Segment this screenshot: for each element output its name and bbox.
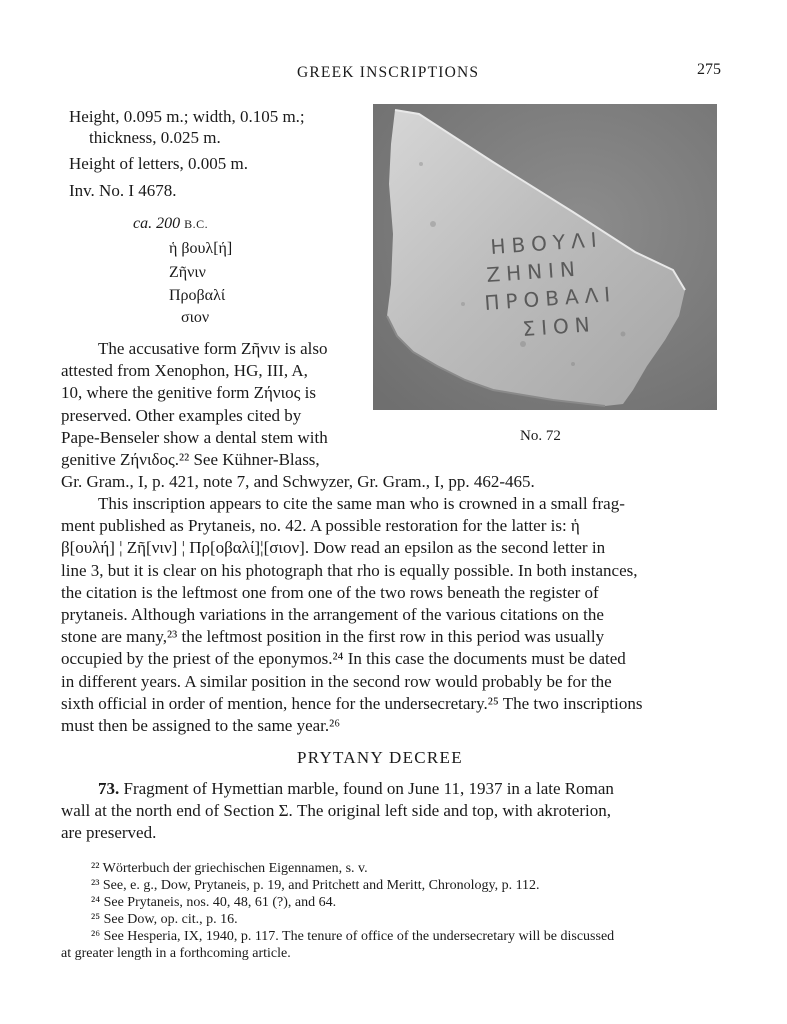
para2-line-3: β[ουλή] ¦ Ζῆ[νιν] ¦ Πρ[οβαλί]¦[σιον]. Dow read an epsilon as the second letter in [61, 538, 606, 558]
para2-line-10: sixth official in order of mention, hence for the undersecretary.²⁵ The two inscriptions [61, 693, 643, 713]
para1-line-2: attested from Xenophon, HG, III, A, [61, 361, 308, 381]
entry-line-1-text: Fragment of Hymettian marble, found on June 11, 1937 in a late Roman [123, 779, 614, 798]
para2-line-9: in different years. A similar position in the second row would probably be for the [61, 671, 612, 691]
para2-line-2: ment published as Prytaneis, no. 42. A possible restoration for the latter is: ἡ [61, 516, 580, 536]
measurement-thickness: thickness, 0.025 m. [89, 128, 221, 147]
footnotes [61, 860, 726, 962]
running-title: GREEK INSCRIPTIONS [297, 64, 480, 81]
stone-letters-line-3: ΠΡΟΒΑΛΙ [483, 281, 617, 315]
inscription-line-2: Ζῆνιν [169, 264, 206, 281]
para2-line-1: This inscription appears to cite the same man who is crowned in a small frag- [98, 494, 625, 513]
para2-line-4: line 3, but it is clear on his photograph that rho is equally possible. In both instances, [61, 560, 638, 580]
para1-line-3: 10, where the genitive form Ζήνιος is [61, 383, 316, 403]
para1-line-1: The accusative form Ζῆνιν is also [98, 339, 328, 358]
para1-line-5: Pape-Benseler show a dental stem with [61, 427, 328, 447]
footnote-22: ²² Wörterbuch der griechischen Eigennamen, s. v. [91, 861, 368, 876]
entry-73 [61, 778, 721, 845]
fragment-photo [373, 104, 717, 410]
stone-fragment-image [373, 104, 717, 410]
inscription-line-1: ἡ βουλ[ή] [169, 240, 233, 257]
paragraph-accusative-form [61, 338, 355, 471]
inventory-number: Inv. No. I 4678. [69, 181, 177, 200]
para1-line-4: preserved. Other examples cited by [61, 405, 302, 425]
measurement-dimensions: Height, 0.095 m.; width, 0.105 m.; [69, 107, 305, 126]
entry-line-3: are preserved. [61, 823, 157, 843]
stone-letters-line-4: ΣΙΟΝ [521, 311, 597, 341]
inscription-line-3: Προβαλί [169, 287, 226, 304]
paragraph-inscription-discussion [61, 493, 721, 737]
date-prefix: ca. 200 [133, 215, 181, 232]
measurement-letter-height: Height of letters, 0.005 m. [69, 154, 248, 173]
date-suffix: B.C. [184, 217, 209, 231]
footnote-26: ²⁶ See Hesperia, IX, 1940, p. 117. The tenure of office of the undersecretary will be discussed [91, 929, 615, 944]
para1-last-line [61, 471, 721, 493]
footnote-26-continued: at greater length in a forthcoming article. [61, 946, 291, 961]
footnote-23: ²³ See, e. g., Dow, Prytaneis, p. 19, and Pritchett and Meritt, Chronology, p. 112. [91, 878, 540, 893]
para1-line-6: genitive Ζήνιδος.²² See Kühner-Blass, [61, 450, 320, 470]
stone-letters-line-1: ΗΒΟΥΛΙ [489, 227, 604, 259]
page-number: 275 [697, 61, 721, 78]
footnote-25: ²⁵ See Dow, op. cit., p. 16. [91, 912, 238, 927]
section-title: PRYTANY DECREE [297, 748, 463, 767]
para2-line-5: the citation is the leftmost one from one of the two rows beneath the register of [61, 582, 599, 602]
entry-line-2: wall at the north end of Section Σ. The original left side and top, with akroterion, [61, 801, 611, 821]
para2-line-7: stone are many,²³ the leftmost position in the first row in this period was usually [61, 627, 605, 647]
footnote-24: ²⁴ See Prytaneis, nos. 40, 48, 61 (?), and 64. [91, 895, 337, 910]
photo-caption: No. 72 [520, 428, 561, 444]
entry-number: 73. [98, 779, 120, 798]
para2-line-6: prytaneis. Although variations in the arrangement of the various citations on the [61, 605, 604, 625]
para2-line-8: occupied by the priest of the eponymos.²⁴ In this case the documents must be dated [61, 649, 626, 669]
stone-letters-line-2: ΖΗΝΙΝ [485, 256, 582, 287]
entry-line-1 [61, 778, 721, 800]
para2-line-11: must then be assigned to the same year.²⁶ [61, 716, 341, 736]
inscription-date [133, 212, 208, 236]
inscription-line-4: σιον [181, 309, 210, 326]
para1-line-7: Gr. Gram., I, p. 421, note 7, and Schwyzer, Gr. Gram., I, pp. 462-465. [61, 472, 535, 491]
